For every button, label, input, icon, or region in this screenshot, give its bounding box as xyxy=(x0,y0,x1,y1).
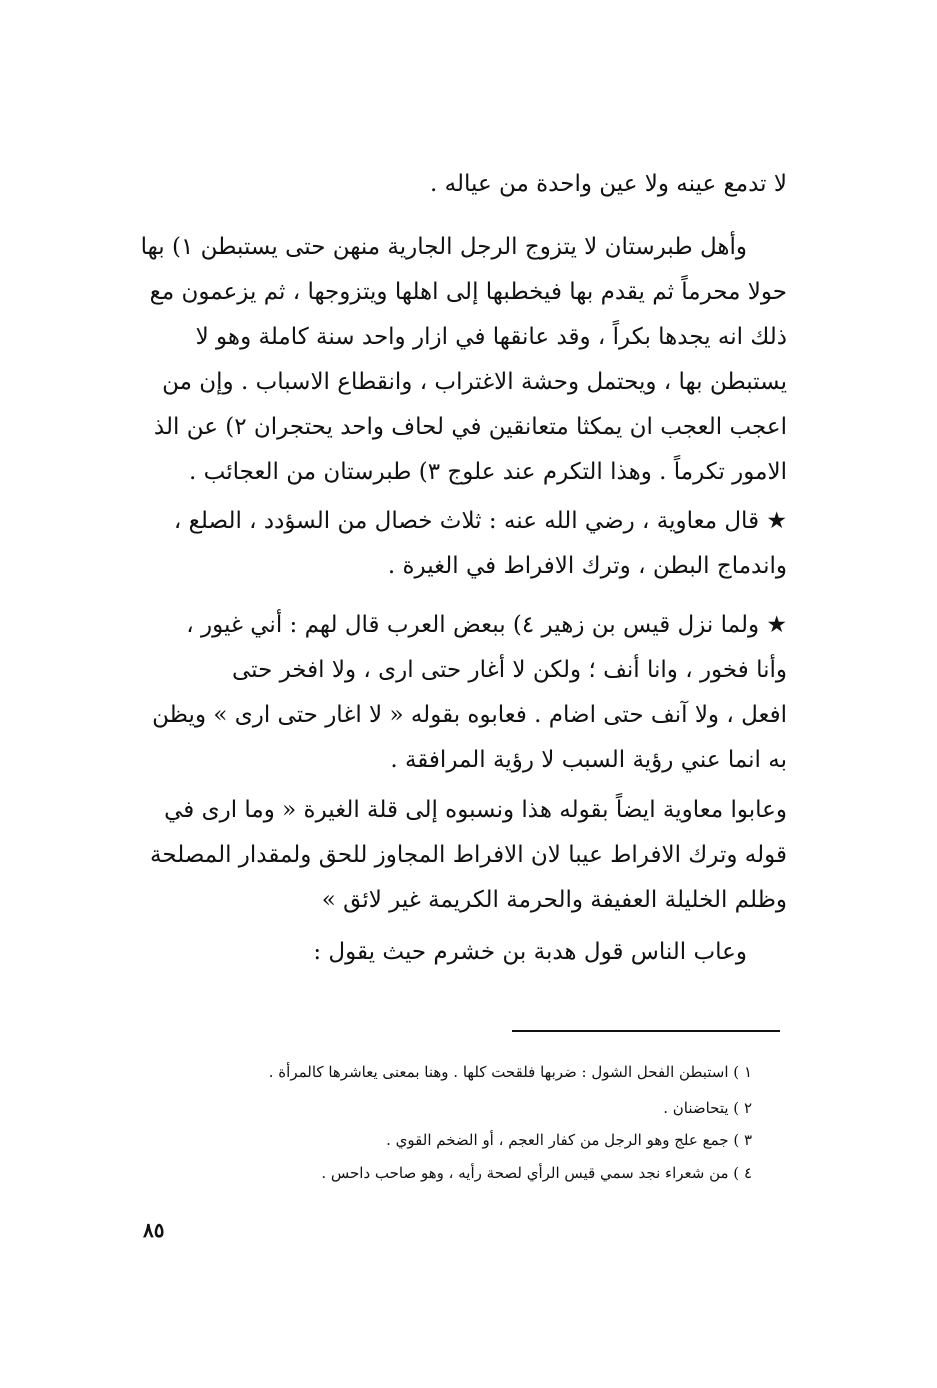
text-line: ★ قال معاوية ، رضي الله عنه : ثلاث خصال من السؤدد ، الصلع ، xyxy=(173,508,787,534)
text-line: وأنا فخور ، وانا أنف ؛ ولكن لا أغار حتى ارى ، ولا افخر حتى xyxy=(231,657,787,683)
text-line: وعابوا معاوية ايضاً بقوله هذا ونسبوه إلى قلة الغيرة « وما ارى في xyxy=(164,797,787,823)
text-line: ★ ولما نزل قيس بن زهير ٤) ببعض العرب قال لهم : أني غيور ، xyxy=(186,612,787,638)
footnote-3: ٣ ) جمع علج وهو الرجل من كفار العجم ، أو الضخم القوي . xyxy=(386,1131,752,1149)
text-line: واندماج البطن ، وترك الافراط في الغيرة . xyxy=(387,553,787,579)
footnote-4: ٤ ) من شعراء نجد سمي قيس الرأي لصحة رأيه ، وهو صاحب داحس . xyxy=(321,1164,752,1182)
page-number: ٨٥ xyxy=(143,1218,165,1242)
text-line: يستبطن بها ، ويحتمل وحشة الاغتراب ، وانقطاع الاسباب . وإن من xyxy=(162,369,787,395)
text-line: وعاب الناس قول هدبة بن خشرم حيث يقول : xyxy=(313,939,747,965)
text-line: افعل ، ولا آنف حتى اضام . فعابوه بقوله « لا اغار حتى ارى » ويظن xyxy=(152,702,787,728)
text-line: الامور تكرماً . وهذا التكرم عند علوج ٣) طبرستان من العجائب . xyxy=(188,459,787,485)
footnote-1: ١ ) استبطن الفحل الشول : ضربها فلقحت كلها . وهنا بمعنى يعاشرها كالمرأة . xyxy=(268,1063,752,1081)
text-line: به انما عني رؤية السبب لا رؤية المرافقة . xyxy=(390,747,787,773)
paragraph-6 xyxy=(147,930,747,975)
text-line: اعجب العجب ان يمكثا متعانقين في لحاف واحد يحتجران ٢) عن الذ xyxy=(153,414,787,440)
paragraph-4 xyxy=(147,603,787,783)
text-line: ذلك انه يجدها بكراً ، وقد عانقها في ازار واحد سنة كاملة وهو لا xyxy=(195,324,787,350)
footnote-2: ٢ ) يتحاضنان . xyxy=(663,1099,752,1117)
paragraph-5 xyxy=(147,788,787,923)
paragraph-2 xyxy=(140,225,787,495)
text-line: حولا محرماً ثم يقدم بها فيخطبها إلى اهلها ويتزوجها ، ثم يزعمون مع xyxy=(149,279,787,305)
paragraph-1 xyxy=(147,162,787,207)
paragraph-3 xyxy=(147,499,787,589)
footnote-divider xyxy=(512,1030,780,1032)
text-line: قوله وترك الافراط عيبا لان الافراط المجاوز للحق ولمقدار المصلحة xyxy=(150,842,787,868)
text-line: وظلم الخليلة العفيفة والحرمة الكريمة غير لائق » xyxy=(321,887,787,913)
text-line: وأهل طبرستان لا يتزوج الرجل الجارية منهن حتى يستبطن ١) بها xyxy=(140,234,747,260)
text-line: لا تدمع عينه ولا عين واحدة من عياله . xyxy=(430,171,787,197)
